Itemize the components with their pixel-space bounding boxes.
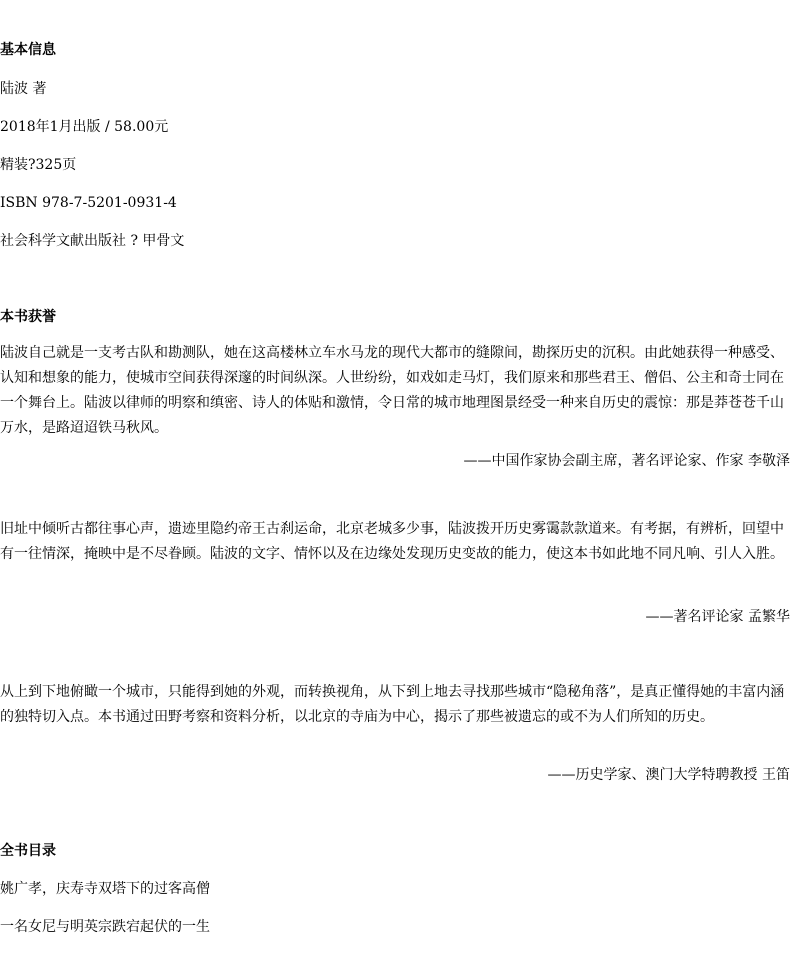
praise-quote-2: 旧址中倾听古都往事心声，遗迹里隐约帝王古刹运命，北京老城多少事，陆波拨开历史雾霭款款道来。有考据，有辨析，回望中有一往情深，掩映中是不尽眷顾。陆波的文字、情怀以及在边缘处发现历史变故的能力，使这本书如此地不同凡响、引人入胜。 [0, 521, 784, 562]
praise-attribution-3: ——历史学家、澳门大学特聘教授 王笛 [547, 767, 790, 783]
author-line: 陆波 著 [0, 81, 47, 97]
isbn-line: ISBN 978-7-5201-0931-4 [0, 195, 177, 211]
praise-quote-1: 陆波自己就是一支考古队和勘测队，她在这高楼林立车水马龙的现代大都市的缝隙间，勘探历史的沉积。由此她获得一种感受、认知和想象的能力，使城市空间获得深邃的时间纵深。人世纷纷，如戏如走马灯，我们原来和那些君王、僧侣、公主和奇士同在一个舞台上。陆波以律师的明察和缜密、诗人的体贴和激情，令日常的城市地理图景经受一种来自历史的震惊：那是莽苍苍千山万水，是路迢迢铁马秋风。 [0, 345, 784, 436]
basic-info-heading: 基本信息 [0, 42, 56, 58]
binding-line: 精装?325页 [0, 157, 77, 173]
publisher-line: 社会科学文献出版社 ? 甲骨文 [0, 233, 185, 249]
toc-item[interactable]: 一名女尼与明英宗跌宕起伏的一生 [0, 919, 210, 935]
praise-heading: 本书获誉 [0, 309, 56, 325]
praise-quote-3: 从上到下地俯瞰一个城市，只能得到她的外观，而转换视角，从下到上地去寻找那些城市“隐秘角落”，是真正懂得她的丰富内涵的独特切入点。本书通过田野考察和资料分析，以北京的寺庙为中心，揭示了那些被遗忘的或不为人们所知的历史。 [0, 684, 785, 725]
toc-heading: 全书目录 [0, 843, 56, 859]
praise-attribution-2: ——著名评论家 孟繁华 [645, 609, 790, 625]
toc-item[interactable]: 姚广孝，庆寿寺双塔下的过客高僧 [0, 881, 210, 897]
praise-attribution-1: ——中国作家协会副主席，著名评论家、作家 李敬泽 [463, 453, 790, 469]
publication-line: 2018年1月出版 / 58.00元 [0, 119, 169, 135]
